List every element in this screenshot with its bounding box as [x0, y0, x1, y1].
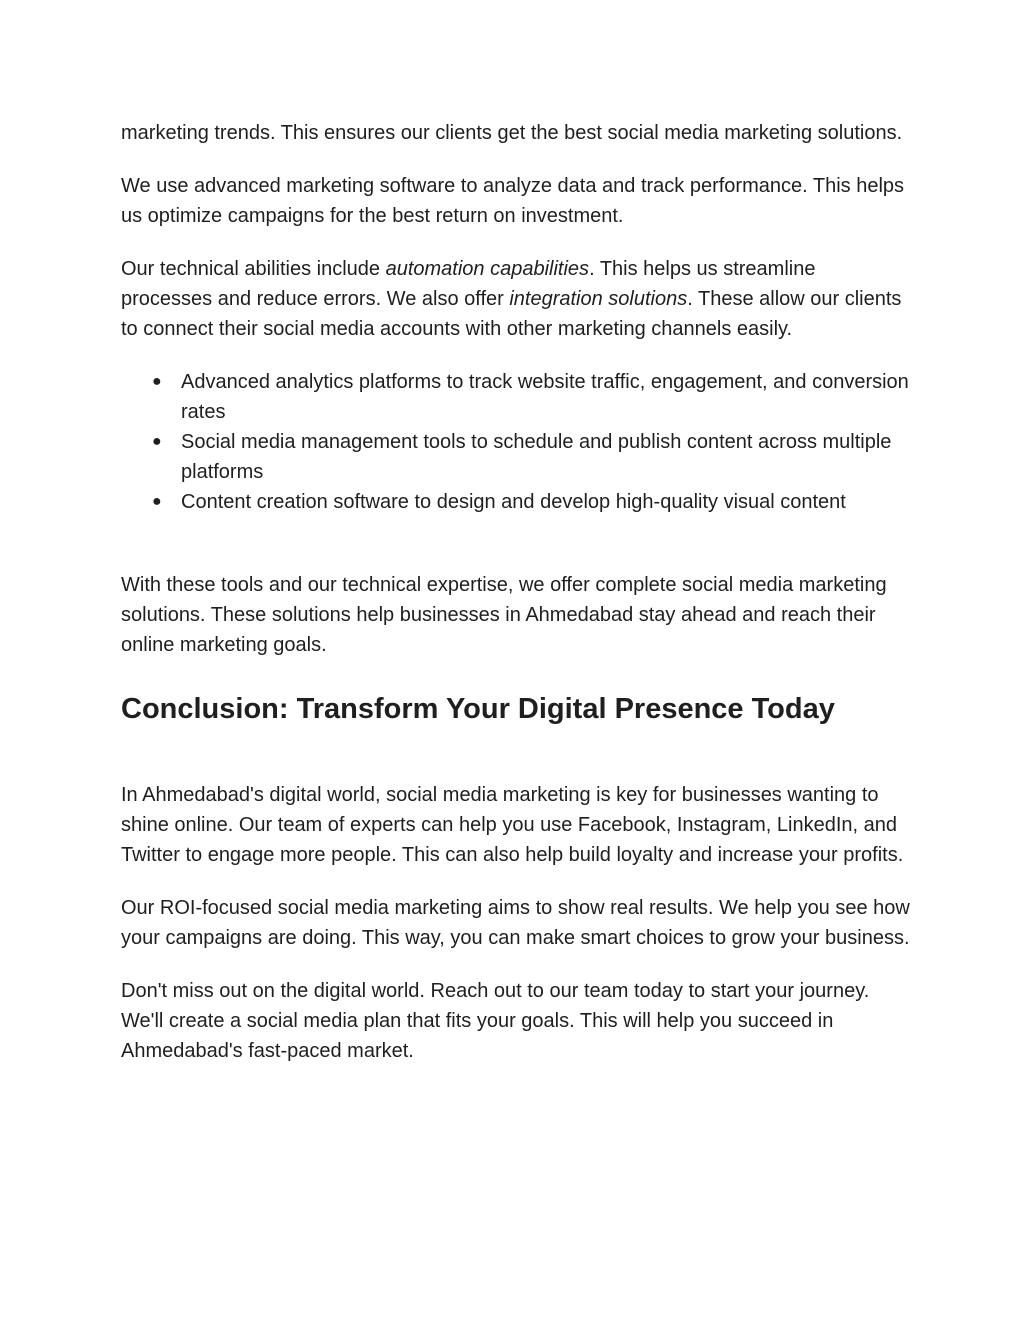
- text-run: . This helps us streamline processes and reduce errors. We also offer: [121, 258, 816, 310]
- emphasis-integration: integration solutions: [509, 288, 688, 310]
- list-item: [121, 487, 911, 517]
- text-run: . These allow our clients to connect their social media accounts with other marketing channels easily.: [121, 288, 902, 340]
- paragraph-tools-expertise: With these tools and our technical expertise, we offer complete social media marketing solutions. These solutions help businesses in Ahmedabad stay ahead and reach their online marketing goals.: [121, 574, 887, 656]
- bullet-icon: ●: [152, 373, 162, 390]
- paragraph-roi-focused: Our ROI-focused social media marketing aims to show real results. We help you see how your campaigns are doing. This way, you can make smart choices to grow your business.: [121, 897, 910, 949]
- paragraph-advanced-software: We use advanced marketing software to analyze data and track performance. This helps us optimize campaigns for the best return on investment.: [121, 175, 905, 227]
- bullet-icon: ●: [152, 433, 162, 450]
- emphasis-automation: automation capabilities: [385, 258, 590, 280]
- document-page: [121, 118, 911, 1066]
- paragraph-technical-abilities: [121, 254, 911, 344]
- bullet-icon: ●: [152, 493, 162, 510]
- list-item: [121, 367, 911, 427]
- list-item: [121, 427, 911, 487]
- paragraph-ahmedabad-digital-world: In Ahmedabad's digital world, social media marketing is key for businesses wanting to shine online. Our team of experts can help you use Facebook, Instagram, LinkedIn, and Twitter to engage more people. This can also help build loyalty and increase your profits.: [121, 784, 904, 866]
- paragraph-call-to-action: Don't miss out on the digital world. Reach out to our team today to start your journey. We'll create a social media plan that fits your goals. This will help you succeed in Ahmedabad's fast-paced market.: [121, 980, 870, 1062]
- paragraph-marketing-trends: marketing trends. This ensures our clients get the best social media marketing solutions.: [121, 122, 903, 144]
- list-item-text: Advanced analytics platforms to track website traffic, engagement, and conversion rates: [181, 371, 909, 423]
- text-run: Our technical abilities include: [121, 258, 386, 280]
- section-heading-conclusion: Conclusion: Transform Your Digital Presence Today: [121, 693, 835, 725]
- tools-bullet-list: [121, 367, 911, 517]
- list-item-text: Social media management tools to schedule and publish content across multiple platforms: [181, 431, 892, 483]
- list-item-text: Content creation software to design and develop high-quality visual content: [181, 491, 846, 513]
